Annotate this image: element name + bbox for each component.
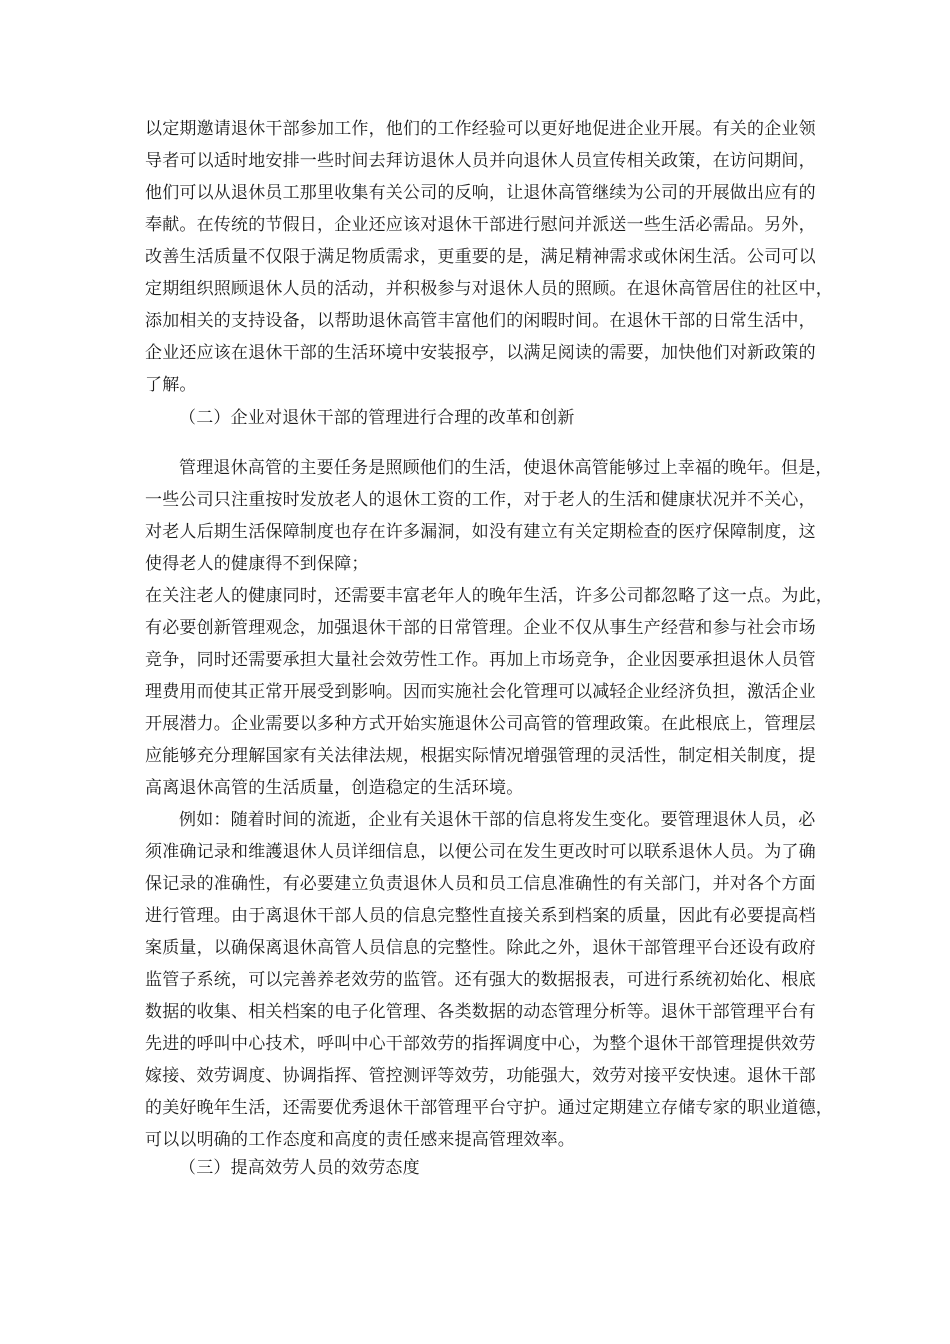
text-line: 开展潜力。企业需要以多种方式开始实施退休公司高管的管理政策。在此根底上，管理层 (145, 714, 816, 734)
text-line: 企业还应该在退休干部的生活环境中安装报亭，以满足阅读的需要，加快他们对新政策的 (145, 343, 816, 363)
text-line: 保记录的准确性，有必要建立负责退休人员和员工信息准确性的有关部门，并对各个方面 (145, 874, 816, 894)
text-line: 须准确记录和维護退休人员详细信息，以便公司在发生更改时可以联系退休人员。为了确 (145, 842, 816, 862)
text-line: 在关注老人的健康同时，还需要丰富老年人的晚年生活，许多公司都忽略了这一点。为此， (145, 586, 833, 606)
text-line: 先进的呼叫中心技术，呼叫中心干部效劳的指挥调度中心，为整个退休干部管理提供效劳 (145, 1034, 816, 1054)
text-line: 以定期邀请退休干部参加工作，他们的工作经验可以更好地促进企业开展。有关的企业领 (145, 119, 816, 139)
paragraph-1 (145, 113, 833, 401)
text-line: 有必要创新管理观念，加强退休干部的日常管理。企业不仅从事生产经营和参与社会市场 (145, 618, 816, 638)
section-heading-2 (145, 402, 810, 434)
text-line: 进行管理。由于离退休干部人员的信息完整性直接关系到档案的质量，因此有必要提高档 (145, 906, 816, 926)
section-heading: （三）提高效劳人员的效劳态度 (179, 1158, 420, 1178)
text-line: 竞争，同时还需要承担大量社会效劳性工作。再加上市场竞争，企业因要承担退休人员管 (145, 650, 816, 670)
text-line: 嫁接、效劳调度、协调指挥、管控测评等效劳，功能强大，效劳对接平安快速。退休干部 (145, 1066, 816, 1086)
text-line: 监管子系统，可以完善养老效劳的监管。还有强大的数据报表，可进行系统初始化、根底 (145, 970, 816, 990)
text-line: 定期组织照顾退休人员的活动，并积极参与对退休人员的照顾。在退休高管居住的社区中， (145, 279, 833, 299)
text-line: 使得老人的健康得不到保障； (145, 554, 369, 574)
text-line: 对老人后期生活保障制度也存在许多漏洞，如没有建立有关定期检查的医疗保障制度，这 (145, 522, 816, 542)
text-line: 高离退休高管的生活质量，创造稳定的生活环境。 (145, 778, 524, 798)
text-line: 导者可以适时地安排一些时间去拜访退休人员并向退休人员宣传相关政策，在访问期间， (145, 151, 816, 171)
text-line: 理费用而使其正常开展受到影响。因而实施社会化管理可以减轻企业经济负担，激活企业 (145, 682, 816, 702)
text-line: 一些公司只注重按时发放老人的退休工资的工作，对于老人的生活和健康状况并不关心， (145, 490, 816, 510)
text-line: 改善生活质量不仅限于满足物质需求，更重要的是，满足精神需求或休闲生活。公司可以 (145, 247, 816, 267)
section-heading-3 (145, 1152, 810, 1184)
text-line: 奉献。在传统的节假日，企业还应该对退休干部进行慰问并派送一些生活必需品。另外， (145, 215, 816, 235)
section-heading: （二）企业对退休干部的管理进行合理的改革和创新 (179, 408, 575, 428)
text-line: 应能够充分理解国家有关法律法规，根据实际情况增强管理的灵活性，制定相关制度，提 (145, 746, 816, 766)
text-line: 管理退休高管的主要任务是照顾他们的生活，使退休高管能够过上幸福的晚年。但是， (179, 458, 833, 478)
text-line: 添加相关的支持设备，以帮助退休高管丰富他们的闲暇时间。在退休干部的日常生活中， (145, 311, 816, 331)
text-line: 案质量，以确保离退休高管人员信息的完整性。除此之外，退休干部管理平台还设有政府 (145, 938, 816, 958)
text-line: 数据的收集、相关档案的电子化管理、各类数据的动态管理分析等。退休干部管理平台有 (145, 1002, 816, 1022)
text-line: 他们可以从退休员工那里收集有关公司的反响，让退休高管继续为公司的开展做出应有的 (145, 183, 816, 203)
text-line: 可以以明确的工作态度和高度的责任感来提高管理效率。 (145, 1130, 575, 1150)
paragraph-2 (145, 452, 833, 804)
text-line: 了解。 (145, 375, 197, 395)
text-line: 的美好晚年生活，还需要优秀退休干部管理平台守护。通过定期建立存储专家的职业道德， (145, 1098, 833, 1118)
text-line: 例如：随着时间的流逝，企业有关退休干部的信息将发生变化。要管理退休人员，必 (179, 810, 816, 830)
paragraph-3 (145, 804, 833, 1156)
